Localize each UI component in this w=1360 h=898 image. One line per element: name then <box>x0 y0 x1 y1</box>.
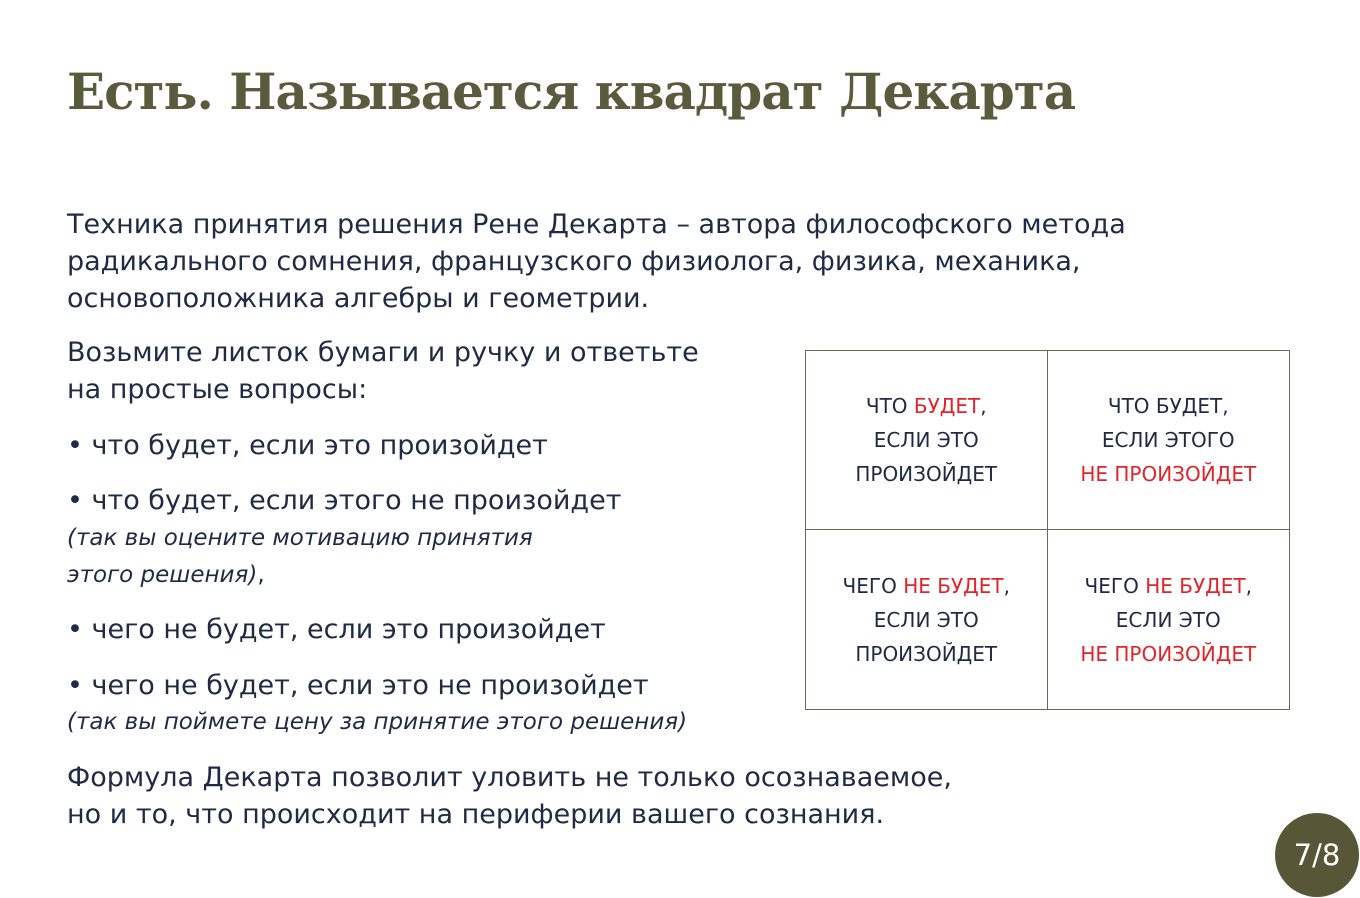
cell-text: ПРОИЗОЙДЕТ <box>855 641 998 666</box>
question-2-note-comma: , <box>257 562 265 588</box>
cell-text: ЕСЛИ ЭТО <box>1115 607 1221 632</box>
page-indicator-badge: 7/8 <box>1275 813 1359 897</box>
square-cell-top-right <box>1048 351 1290 530</box>
question-2-note-text: этого решения) <box>67 562 258 588</box>
cell-accent-text: БУДЕТ <box>913 394 981 418</box>
question-2-note-line-2 <box>67 557 265 594</box>
question-2-note-line-1: (так вы оцените мотивацию принятия <box>67 525 533 551</box>
square-cell-bottom-right <box>1048 530 1290 709</box>
question-4: • чего не будет, если это не произойдет <box>67 670 649 701</box>
cell-text: ПРОИЗОЙДЕТ <box>855 462 998 486</box>
cell-text: ЧТО БУДЕТ, <box>1107 394 1229 418</box>
cell-accent-text: НЕ ПРОИЗОЙДЕТ <box>1080 641 1257 666</box>
cell-accent-text: НЕ БУДЕТ <box>903 573 1004 598</box>
slide-title: Есть. Называется квадрат Декарта <box>67 62 1076 121</box>
intro-line-3: основоположника алгебры и геометрии. <box>67 283 650 314</box>
cell-text: , <box>1245 573 1252 598</box>
intro-line-1: Техника принятия решения Рене Декарта – автора философского метода <box>67 209 1126 240</box>
question-3: • чего не будет, если это произойдет <box>67 614 606 645</box>
cell-text: ЕСЛИ ЭТОГО <box>1101 428 1235 452</box>
cell-text: ЧЕГО <box>1084 573 1146 598</box>
square-cell-bottom-left <box>806 530 1048 709</box>
cell-text: ЧТО <box>865 394 914 418</box>
intro-line-2: радикального сомнения, французского физиолога, физика, механика, <box>67 246 1081 277</box>
cell-text: ЧЕГО <box>842 573 904 598</box>
cell-text: ЕСЛИ ЭТО <box>873 428 979 452</box>
cell-text: , <box>980 394 987 418</box>
instruction-line-1: Возьмите листок бумаги и ручку и ответьте <box>67 337 699 368</box>
conclusion-line-1: Формула Декарта позволит уловить не только осознаваемое, <box>67 762 952 793</box>
conclusion-line-2: но и то, что происходит на периферии вашего сознания. <box>67 799 885 830</box>
square-cell-top-left <box>806 351 1048 530</box>
question-4-note: (так вы поймете цену за принятие этого решения) <box>67 709 688 735</box>
instruction-line-2: на простые вопросы: <box>67 374 368 405</box>
cell-accent-text: НЕ ПРОИЗОЙДЕТ <box>1080 462 1257 486</box>
cell-text: , <box>1003 573 1010 598</box>
descartes-square <box>805 350 1290 710</box>
question-1: • что будет, если это произойдет <box>67 430 548 461</box>
cell-accent-text: НЕ БУДЕТ <box>1145 573 1246 598</box>
question-2: • что будет, если этого не произойдет <box>67 485 622 516</box>
cell-text: ЕСЛИ ЭТО <box>873 607 979 632</box>
